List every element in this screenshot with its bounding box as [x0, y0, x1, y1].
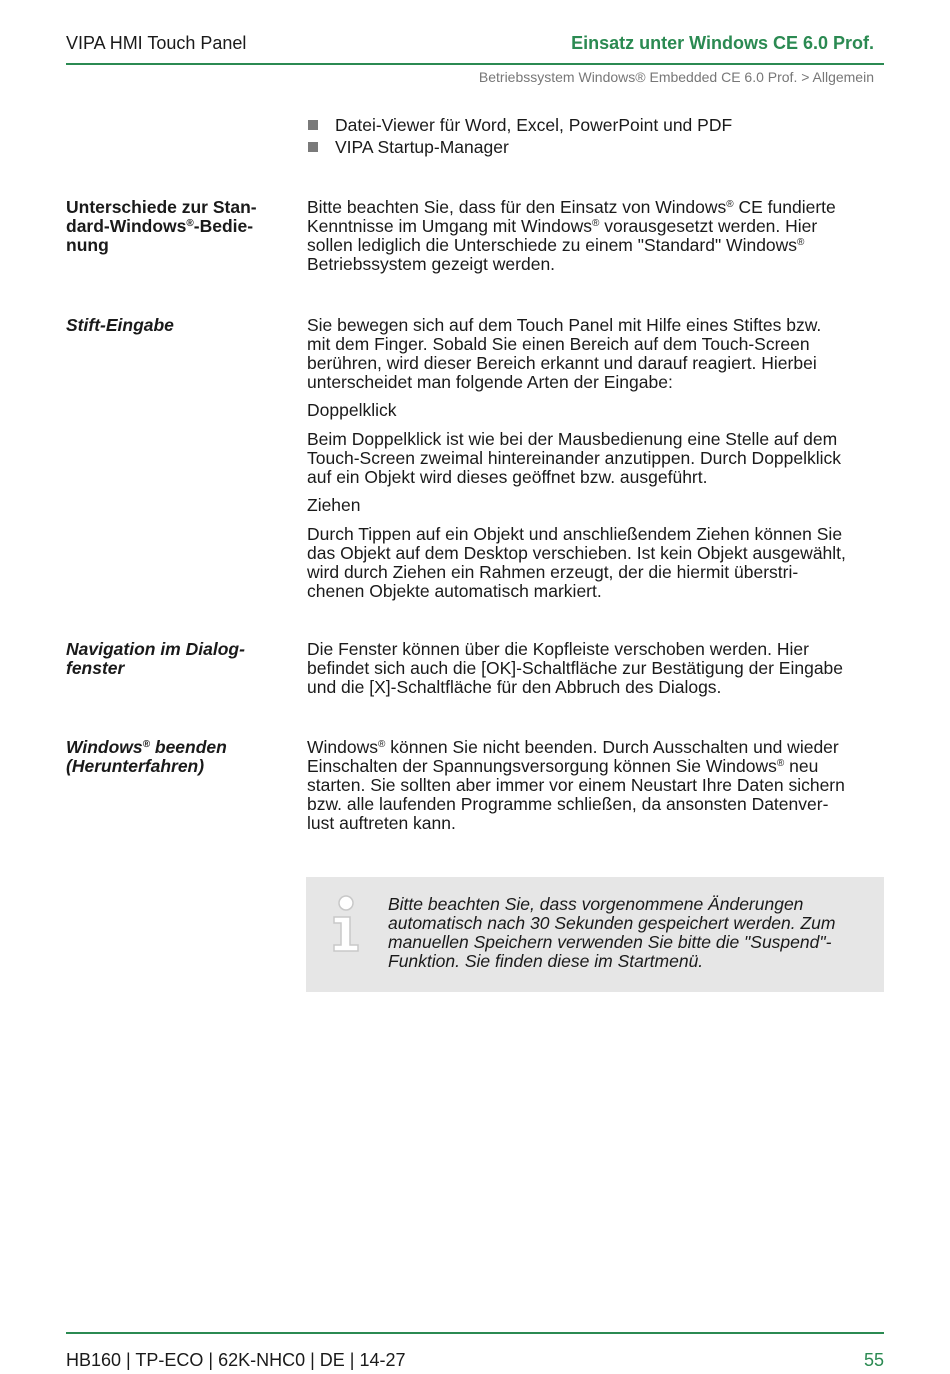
pen-input-text [307, 316, 887, 392]
list-item [307, 136, 732, 158]
footer-divider [66, 1332, 884, 1334]
list-item-text: VIPA Startup-Manager [335, 137, 509, 157]
square-bullet-icon [308, 142, 318, 152]
info-icon [328, 893, 364, 955]
document-id: HB160 | TP-ECO | 62K-NHC0 | DE | 14-27 [66, 1350, 406, 1370]
pen-intro: Sie bewegen sich auf dem Touch Panel mit Hilfe eines Stiftes bzw. mit dem Finger. Sobald Sie einen Bereich auf dem Touch-Screen berühren, wird dieser Bereich erkannt und darauf reagiert. Hierbei unterscheidet man folgende Arten der Eingabe: [307, 315, 822, 392]
list-item [307, 114, 732, 136]
differences-heading: Unterschiede zur Stan- dard-Windows®-Bedie- nung [66, 197, 257, 255]
pen-input-heading: Stift-Eingabe [66, 315, 174, 335]
header-divider [66, 63, 884, 65]
navigation-text: Die Fenster können über die Kopfleiste verschoben werden. Hier befindet sich auch die [OK]-Schaltfläche zur Bestätigung der Eingabe und die [X]-Schaltfläche für den Abbruch des Dialogs. [307, 639, 844, 697]
shutdown-text: Windows® können Sie nicht beenden. Durch Ausschalten und wieder Einschalten der Spannungsversorgung können Sie Windows® neu starten. Sie sollten aber immer vor einem Neustart Ihre Daten sichern bzw. alle laufenden Programme schließen, da ansonsten Datenver- lust auftreten kann. [307, 737, 845, 833]
header-title: VIPA HMI Touch Panel [66, 33, 247, 53]
breadcrumb: Betriebssystem Windows® Embedded CE 6.0 Prof. > Allgemein [478, 69, 874, 85]
chapter-title: Einsatz unter Windows CE 6.0 Prof. [571, 33, 874, 53]
drag-title: Ziehen [307, 495, 361, 515]
navigation-heading: Navigation im Dialog- fenster [66, 639, 245, 678]
list-item-text: Datei-Viewer für Word, Excel, PowerPoint und PDF [335, 115, 733, 135]
differences-text: Bitte beachten Sie, dass für den Einsatz von Windows® CE fundierte Kenntnisse im Umgang mit Windows® vorausgesetzt werden. Hier sollen lediglich die Unterschiede zu einem "Standard" Windows® Betriebssystem gezeigt werden. [307, 197, 836, 274]
double-click-title: Doppelklick [307, 400, 397, 420]
feature-list [307, 114, 732, 158]
double-click-text: Beim Doppelklick ist wie bei der Mausbedienung eine Stelle auf dem Touch-Screen zweimal hintereinander anzutippen. Durch Doppelklick auf ein Objekt wird dieses geöffnet bzw. ausgeführt. [307, 429, 842, 487]
note-box [306, 877, 884, 992]
square-bullet-icon [308, 120, 318, 130]
page-number: 55 [863, 1350, 884, 1370]
shutdown-heading: Windows® beenden (Herunterfahren) [66, 737, 227, 776]
drag-text: Durch Tippen auf ein Objekt und anschließendem Ziehen können Sie das Objekt auf dem Desktop verschieben. Ist kein Objekt ausgewählt, wird durch Ziehen ein Rahmen erzeugt, der die hiermit überstri- chenen Objekte automatisch markiert. [307, 524, 846, 601]
note-text: Bitte beachten Sie, dass vorgenommene Änderungen automatisch nach 30 Sekunden gespeichert werden. Zum manuellen Speichern verwenden Sie bitte die "Suspend"- Funktion. Sie finden diese im Startmenü. [388, 894, 836, 971]
